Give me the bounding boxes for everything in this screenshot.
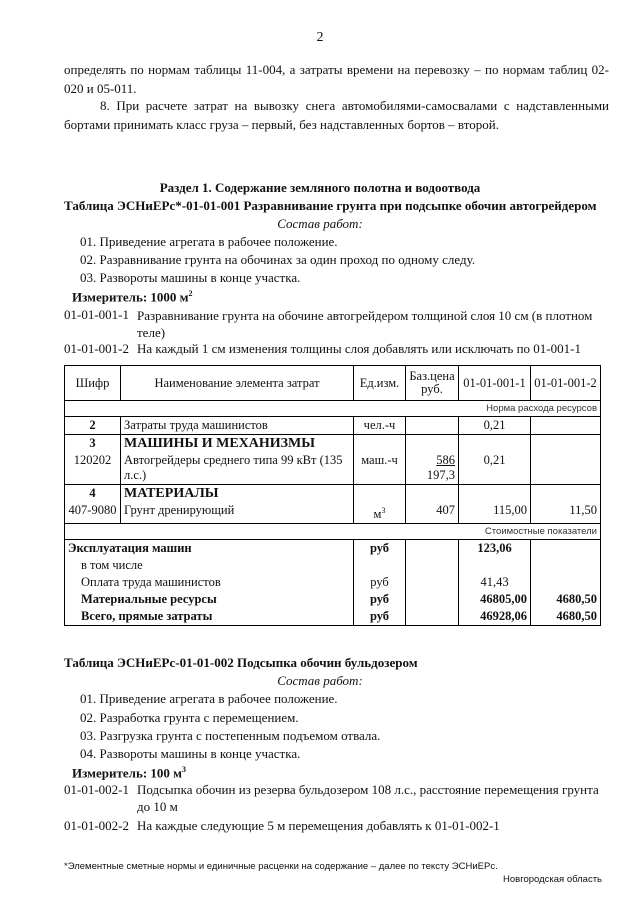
cell-unit bbox=[354, 557, 406, 574]
header-col1: 01-01-001-1 bbox=[459, 366, 531, 401]
paragraph-8: 8. При расчете затрат на вывозку снега автомобилями-самосвалами с надставленными бортами принимать класс груза – первый, без надставленных бортов – второй. bbox=[64, 98, 609, 132]
table1-item-text-2: На каждый 1 см изменения толщины слоя добавлять или исключать по 01-001-1 bbox=[137, 341, 581, 356]
cost-caption: Стоимостные показатели bbox=[65, 524, 601, 540]
cell-price bbox=[406, 608, 459, 626]
cell-code: 3 bbox=[65, 435, 121, 453]
cell-unit: руб bbox=[354, 591, 406, 608]
cell-price bbox=[406, 574, 459, 591]
cell-unit: маш.-ч bbox=[354, 452, 406, 485]
cell-value-1: 41,43 bbox=[459, 574, 531, 591]
cell-value-1 bbox=[459, 485, 531, 503]
cell-name: Автогрейдеры среднего типа 99 кВт (135 л.с.) bbox=[121, 452, 354, 485]
table1-composition-label: Состав работ: bbox=[277, 216, 363, 231]
cell-unit: руб bbox=[354, 574, 406, 591]
table2-item-text-2: На каждые следующие 5 м перемещения добавлять к 01-01-002-1 bbox=[137, 818, 500, 833]
cell-value-1: 123,06 bbox=[459, 540, 531, 558]
cell-value-2: 11,50 bbox=[531, 502, 601, 524]
cost-caption-row bbox=[65, 524, 601, 540]
cell-unit: руб bbox=[354, 540, 406, 558]
cell-unit bbox=[354, 502, 406, 524]
cell-value-2 bbox=[531, 557, 601, 574]
cell-value-2 bbox=[531, 417, 601, 435]
table2-step-4: 04. Развороты машины в конце участка. bbox=[80, 746, 301, 761]
cell-unit bbox=[354, 485, 406, 503]
norm-caption-row bbox=[65, 401, 601, 417]
cell-name: в том числе bbox=[65, 557, 354, 574]
cell-code: 407-9080 bbox=[65, 502, 121, 524]
table-row bbox=[65, 417, 601, 435]
table2-item-code-1: 01-01-002-1 bbox=[64, 782, 129, 797]
cell-name: Эксплуатация машин bbox=[65, 540, 354, 558]
intro-paragraph: определять по нормам таблицы 11-004, а затраты времени на перевозку – по нормам таблиц 02-020 и 05-011. bbox=[64, 62, 609, 96]
table1-item-text-1: Разравнивание грунта на обочине автогрейдером толщиной слоя 10 см (в плотном теле) bbox=[137, 308, 593, 340]
cell-price bbox=[406, 540, 459, 558]
header-price: Баз.цена руб. bbox=[406, 366, 459, 401]
table2-item-text-1b: до 10 м bbox=[137, 799, 178, 814]
cell-code: 120202 bbox=[65, 452, 121, 485]
cell-value-1: 0,21 bbox=[459, 452, 531, 485]
cell-value-1: 115,00 bbox=[459, 502, 531, 524]
cell-value-2 bbox=[531, 540, 601, 558]
header-name: Наименование элемента затрат bbox=[121, 366, 354, 401]
cell-value-2 bbox=[531, 485, 601, 503]
cell-price bbox=[406, 452, 459, 485]
header-unit: Ед.изм. bbox=[354, 366, 406, 401]
price-top: 586 bbox=[436, 453, 455, 467]
table2-meter: Измеритель: 100 $м^3$ bbox=[72, 765, 187, 781]
price-bottom: 197,3 bbox=[426, 468, 455, 482]
cell-value-2: 4680,50 bbox=[531, 608, 601, 626]
cell-name: Всего, прямые затраты bbox=[65, 608, 354, 626]
region-label: Новгородская область bbox=[503, 874, 602, 885]
cell-value-2 bbox=[531, 435, 601, 453]
table2-title: Таблица ЭСНиЕРс-01-01-002 Подсыпка обочин бульдозером bbox=[64, 655, 418, 670]
unit-sup: 3 bbox=[381, 506, 386, 515]
cell-name: Затраты труда машинистов bbox=[121, 417, 354, 435]
cell-name: МАТЕРИАЛЫ bbox=[121, 485, 354, 503]
table-row bbox=[65, 540, 601, 558]
cell-value-2 bbox=[531, 452, 601, 485]
cell-price bbox=[406, 557, 459, 574]
table1-title: Таблица ЭСНиЕРс*-01-01-001 Разравнивание грунта при подсыпке обочин автогрейдером bbox=[64, 198, 597, 213]
cell-unit bbox=[354, 435, 406, 453]
table-row bbox=[65, 452, 601, 485]
table-row bbox=[65, 502, 601, 524]
footnote: *Элементные сметные нормы и единичные расценки на содержание – далее по тексту ЭСНиЕРс. bbox=[64, 861, 498, 872]
cell-price: 407 bbox=[406, 502, 459, 524]
cell-value-1: 0,21 bbox=[459, 417, 531, 435]
cell-price bbox=[406, 435, 459, 453]
cell-name: МАШИНЫ И МЕХАНИЗМЫ bbox=[121, 435, 354, 453]
page-number: 2 bbox=[316, 30, 324, 45]
table1-step-3: 03. Развороты машины в конце участка. bbox=[80, 270, 301, 285]
cell-code: 2 bbox=[65, 417, 121, 435]
table-row bbox=[65, 591, 601, 608]
cell-unit: руб bbox=[354, 608, 406, 626]
table1-step-1: 01. Приведение агрегата в рабочее положение. bbox=[80, 234, 338, 249]
table2-composition-label: Состав работ: bbox=[277, 673, 363, 688]
cell-name: Грунт дренирующий bbox=[121, 502, 354, 524]
cell-value-2 bbox=[531, 574, 601, 591]
table2-step-3: 03. Разгрузка грунта с постепенным подъемом отвала. bbox=[80, 728, 381, 743]
table2-step-1: 01. Приведение агрегата в рабочее положение. bbox=[80, 691, 338, 706]
table-header-row bbox=[65, 366, 601, 401]
table1-item-code-1: 01-01-001-1 bbox=[64, 307, 129, 322]
table-row bbox=[65, 435, 601, 453]
cell-name: Оплата труда машинистов bbox=[65, 574, 354, 591]
cell-value-2: 4680,50 bbox=[531, 591, 601, 608]
section-title: Раздел 1. Содержание земляного полотна и водоотвода bbox=[159, 180, 481, 195]
cell-name: Материальные ресурсы bbox=[65, 591, 354, 608]
table-row bbox=[65, 608, 601, 626]
table1-item-code-2: 01-01-001-2 bbox=[64, 341, 129, 356]
table2-step-2: 02. Разработка грунта с перемещением. bbox=[80, 710, 299, 725]
cell-value-1 bbox=[459, 435, 531, 453]
table1-meter: Измеритель: 1000 $м^2$ bbox=[72, 289, 193, 305]
table2-item-code-2: 01-01-002-2 bbox=[64, 818, 129, 833]
cell-value-1: 46928,06 bbox=[459, 608, 531, 626]
cell-unit: чел.-ч bbox=[354, 417, 406, 435]
header-col2: 01-01-001-2 bbox=[531, 366, 601, 401]
resource-table bbox=[64, 365, 601, 626]
header-code: Шифр bbox=[65, 366, 121, 401]
cell-price bbox=[406, 591, 459, 608]
cell-value-1: 46805,00 bbox=[459, 591, 531, 608]
cell-price bbox=[406, 417, 459, 435]
norm-caption: Норма расхода ресурсов bbox=[65, 401, 601, 417]
table-row bbox=[65, 574, 601, 591]
unit-text: м bbox=[373, 507, 382, 522]
table-row bbox=[65, 557, 601, 574]
table1-step-2: 02. Разравнивание грунта на обочинах за один проход по одному следу. bbox=[80, 252, 476, 267]
cell-price bbox=[406, 485, 459, 503]
table-row bbox=[65, 485, 601, 503]
cell-code: 4 bbox=[65, 485, 121, 503]
table2-item-text-1: Подсыпка обочин из резерва бульдозером 108 л.с., расстояние перемещения грунта bbox=[137, 782, 599, 797]
cell-value-1 bbox=[459, 557, 531, 574]
